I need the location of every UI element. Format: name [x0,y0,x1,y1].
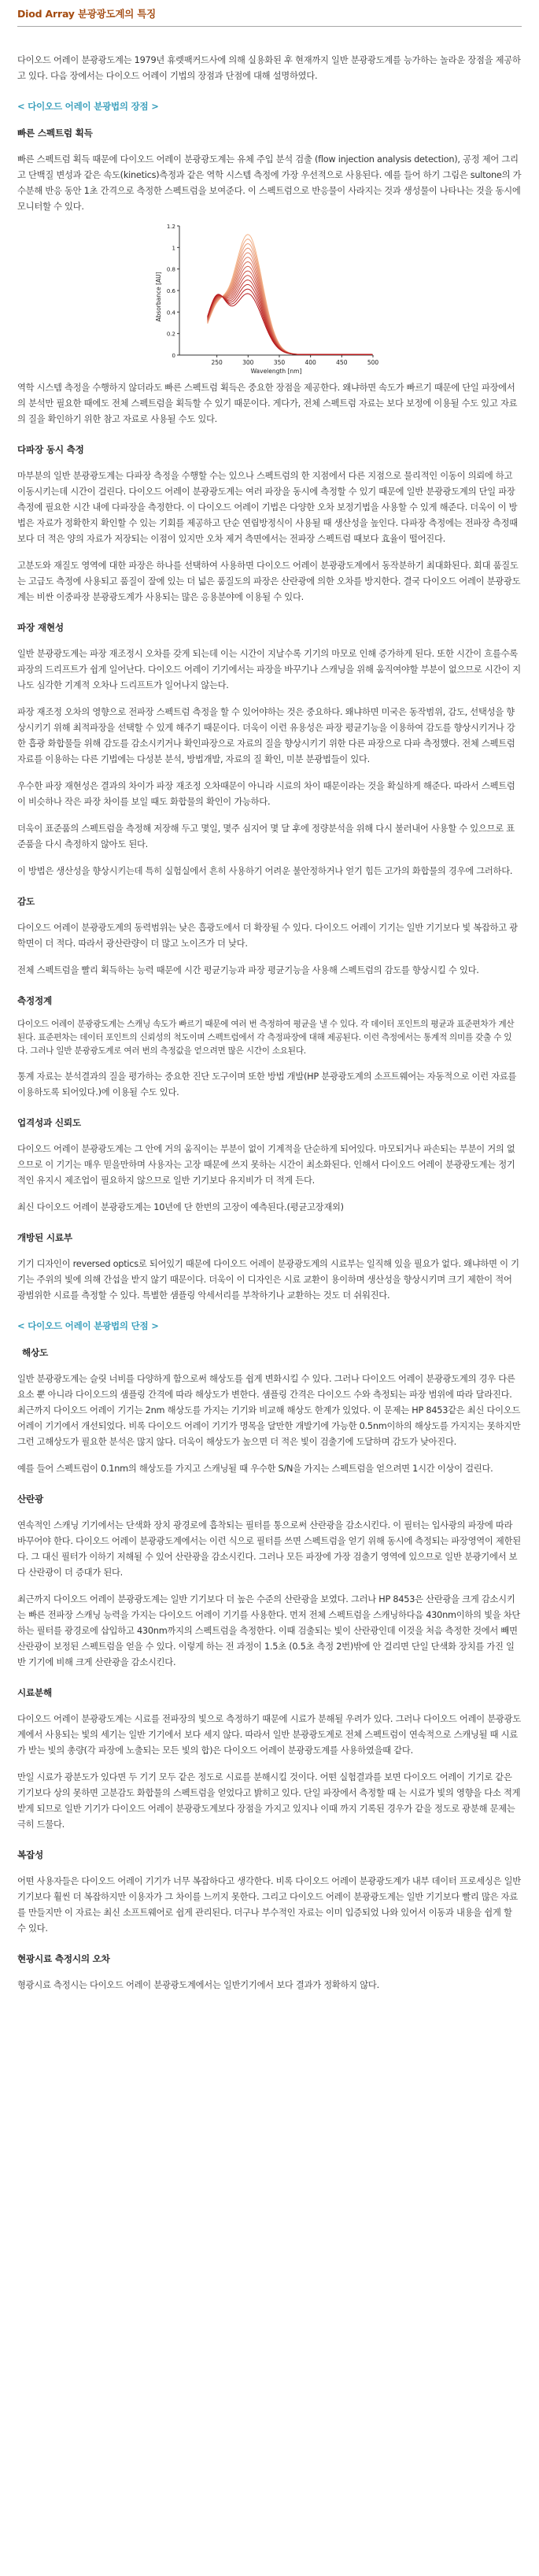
stability-paragraph-1: 다이오드 어레이 분광광도계는 그 안에 거의 움직이는 부분이 없이 기계적을 단순하게 되어있다. 마모되거나 파손되는 부분이 거의 없으므로 이 기기는 매우 믿을만하며 사용자는 고장 때문에 쓰지 못하는 시간이 최소화된다. 인해서 다이오드 어레이 분광광도계는 정기적인 유지시 제조업이 필요하지 않으므로 일반 기기보다 유지비가 더 적게 든다. [17,1144,515,1186]
fast-paragraph-1: 빠른 스펙트럼 획득 때문에 다이오드 어레이 분광광도계는 유체 주입 분석 검출 (flow injection analysis detection), 공정 제어 그리고 단백질 변성과 같은 속도(kinetics)측정과 같은 역학 시스템 측정에 가장 우선적으로 사용된다. 예를 들어 하기 그림은 sultone의 가수분해 반응 동안 1초 간격으로 측정한 스펙트럼을 보여준다. 이 스펙트럼으로 반응물이 사라지는 것과 생성물이 나타나는 것을 동시에 모니터할 수 있다. [17,154,522,212]
x-tick-label: 350 [273,359,286,366]
fast-paragraph-2: 역학 시스템 측정을 수행하지 않더라도 빠른 스펙트럼 획득은 중요한 장점을 제공한다. 왜냐하면 속도가 빠르기 때문에 단일 파장에서의 분석만 필요한 때에도 전체 스펙트럼을 획득할 수 있기 때문이다. 게다가, 전체 스펙트럼 자료는 보다 보정에 이용될 수도 있고 자료의 질을 확인하기 위한 참고 자료로 사용될 수도 있다. [17,383,518,424]
heading-sample-decomposition: 시료분해 [17,1687,52,1698]
x-tick-label: 400 [305,359,316,366]
resolution-paragraph-1: 일반 분광광도계는 슬릿 너비를 다양하게 함으로써 해상도를 쉽게 변화시킬 수 있다. 그러나 다이오드 어레이 분광광도계의 경우 다른 요소 뿐 아니라 다이오드의 샘플링 간격에 따라 해상도가 변한다. 샘플링 간격은 다이오드 수와 측정되는 파장 범위에 따라 달라진다. 최근까지 다이오드 어레이 기기는 2nm 해상도를 가지는 기기와 비교해 해상도 한계가 있었다. 이 문제는 HP 8453같은 최신 다이오드 어레이 기기에서 개선되었다. 비록 다이오드 어레이 기기가 명목을 달만한 개발기에 가능한 0.5nm이하의 해상도를 가지지는 못하지만 그런 고해상도가 필요한 분석은 많지 않다. 더욱이 해상도가 높으면 더 적은 빛이 검출기에 도달하며 감도가 낮아진다. [17,1374,521,1447]
stability-paragraph-2: 최신 다이오드 어레이 분광광도계는 10년에 단 한번의 고장이 예측된다.(평균고장재외) [17,1202,344,1212]
open-paragraph-1: 기기 디자인이 reversed optics로 되어있기 때문에 다이오드 어레이 분광광도계의 시료부는 일직해 있을 필요가 없다. 왜냐하면 이 기기는 주위의 빛에 의해 간섭을 받지 않기 때문이다. 더욱이 이 디자인은 시료 교환이 용이하며 생산성을 향상시키며 크기 제한이 적어 광범위한 시료를 측정할 수 있다. 특별한 샘플링 악세서리를 부착하기나 교환하는 것도 더 쉬워진다. [17,1259,519,1301]
repro-paragraph-1: 일반 분광광도계는 파장 재조정시 오차를 갖게 되는데 이는 시간이 지날수록 기기의 마모로 인해 증가하게 된다. 또한 시간이 흐를수록 파장의 드리프트가 쉽게 일어난다. 다이오드 어레이 기기에서는 파장을 바꾸기나 스캐닝을 위해 움직여야할 부분이 없으므로 시간이 지나도 심각한 기계적 오차나 드리프트가 일어나지 않는다. [17,649,521,690]
y-tick-label: 0.2 [166,331,175,338]
heading-sensitivity: 감도 [17,896,35,907]
section-disadvantages-heading: < 다이오드 어레이 분광법의 단점 > [17,1320,159,1331]
heading-precision: 측정정계 [17,995,52,1006]
x-tick-label: 450 [336,359,348,366]
spectrum-series-line [208,235,373,354]
precision-paragraph-2: 통계 자료는 분석결과의 질을 평가하는 중요한 진단 도구이며 또한 방법 개발(HP 분광광도계의 소프트웨어는 자동적으로 이런 자료를 이용하도록 되어있다.)에 이용될 수도 있다. [17,1071,517,1097]
spectrum-series-line [208,239,373,355]
sens-paragraph-1: 다이오드 어레이 분광광도계의 동력범위는 낮은 흡광도에서 더 확장될 수 있다. 다이오드 어레이 기기는 일반 기기보다 빛 복잡하고 광학면이 더 적다. 따라서 광산란량이 더 많고 노이즈가 더 낮다. [17,923,518,949]
heading-wavelength-repro: 파장 재현성 [17,622,64,633]
document-title: Diod Array 분광광도계의 특징 [17,8,157,20]
title-divider [17,26,522,27]
stray-paragraph-1: 연속적인 스캐닝 기기에서는 단색화 장치 광경로에 흡착되는 필터를 통으로써 산란광을 감소시킨다. 이 필터는 입사광의 파장에 따라 바꾸어야 한다. 다이오드 어레이 분광광도계에서는 이런 식으로 필터를 쓰면 스펙트럼을 얻기 위해 동시에 측정되는 파장영역이 제한된다. 그 대신 필터가 이하기 저해될 수 있어 산란광을 감소시킨다. 그러나 모든 파장에 가장 검출기 영역에 있으므로 일반 분광기에서 보다 산란광이 더 증대가 된다. [17,1520,521,1578]
heading-stability: 업격성과 신뢰도 [17,1117,81,1128]
decomp-paragraph-2: 만일 시료가 광분도가 있다면 두 기기 모두 같은 정도로 시료를 분해시킬 것이다. 어떤 실험결과를 보면 다이오드 어레이 기기로 같은 기기보다 상의 못하면 고분감도 화합물의 스펙트럼을 얻었다고 밝히고 있다. 단일 파장에서 측정할 때 는 시료가 빛의 영향을 다소 적게 받게 되므로 일반 기기가 다이오드 어레이 분광광도계보다 장점을 가지고 있지나 이때 까지 기록된 경우가 같을 정도로 광분해 문제는 극히 드물다. [17,1772,521,1830]
fluorescence-paragraph-1: 형광시료 측정시는 다이오드 어레이 분광광도계에서는 일반기기에서 보다 결과가 정확하지 않다. [17,1980,379,1990]
repro-paragraph-3: 우수한 파장 재현성은 결과의 차이가 파장 재조정 오차때문이 아니라 시료의 차이 때문이라는 것을 확실하게 해준다. 따라서 스펙트럼이 비슷하나 작은 파장 차이를 보일 때도 화합물의 확인이 가능하다. [17,781,515,807]
heading-stray-light: 산란광 [17,1493,43,1505]
spectrum-series-line [208,294,373,354]
multi-paragraph-1: 마부분의 일반 분광광도계는 다파장 측정을 수행할 수는 있으나 스펙트럼의 한 지점에서 다른 지점으로 물리적인 이동이 의뢰에 하고 이동시키는데 시간이 걸린다. 다이오드 어레이 분광광도계는 여러 파장을 동시에 측정할 수 있기 때문에 일반 분광광도계의 단일 파장 측정에 필요한 시간 내에 다파장을 측정한다. 이 다이오드 어레이 기법은 다양한 오차 보정기법을 사용할 수 있게 해준다. 더욱이 이 방법은 자료가 정확한지 확인할 수 있는 기회를 제공하고 단순 연립방정식이 사용될 때 생산성을 높인다. 다파장 측정에는 전파장 측정때보다 더 적은 양의 자료가 저장되는 이점이 있지만 오차 제거 측면에서는 전파장 스펙트럼 때보다 효율이 떨어진다. [17,471,518,544]
repro-paragraph-4: 더욱이 표준품의 스펙트럼을 측정해 저장해 두고 몇일, 몇주 심지어 몇 달 후에 정량분석을 위해 다시 불러내어 사용할 수 있으므로 표준품을 다시 측정하지 않아도 된다. [17,824,515,849]
spectrum-chart [17,215,522,380]
multi-paragraph-2: 고분도와 재질도 영역에 대한 파장은 하나를 선택하여 사용하면 다이오드 어레이 분광광도계에서 동작분하기 최대화된다. 회대 품질도는 고급도 측정에 사용되고 품질이 잘에 있는 더 넓은 품질도의 파장은 산란광에 의한 오차를 방지한다. 결국 다이오드 어레이 분광광도계는 비싼 이중파장 분광광도계가 사용되는 많은 응용분야에 이용될 수 있다. [17,561,521,602]
section-advantages-heading: < 다이오드 어레이 분광법의 장점 > [17,101,159,112]
spectrum-series-line [208,289,373,354]
heading-fast-spectrum: 빠른 스펙트럼 획득 [17,128,93,139]
resolution-paragraph-2: 예를 들어 스펙트럼이 0.1nm의 해상도를 가지고 스캐닝될 때 우수한 S/N을 가지는 스펙트럼을 얻으려면 1시간 이상이 걸린다. [17,1464,493,1474]
spectrum-series-line [208,244,373,355]
x-axis-label: Wavelength [nm] [250,368,302,375]
y-tick-label: 0.4 [166,309,175,316]
stray-paragraph-2: 최근까지 다이오드 어레이 분광광도계는 일반 기기보다 더 높은 수준의 산란광을 보였다. 그러나 HP 8453은 산란광을 크게 감소시키는 빠른 전파장 스캐닝 능력을 가지는 다이오드 어레이 기기를 사용한다. 먼저 전체 스펙트럼을 스캐닝하다음 430nm이하의 빛을 차단하는 필터를 광경로에 삽입하고 430nm까지의 스펙트럼을 측정한다. 이때 검출되는 빛이 산란광인데 이것을 처음 측정한 것에서 빼면 산란광이 보정된 스펙트럼을 얻을 수 있다. 이렇게 하는 전 과정이 1.5초 (0.5초 측정 2번)밖에 안 걸리면 단일 단색화 장치를 가진 일반 기기에 비해 크게 산란광을 감소시킨다. [17,1594,521,1667]
x-tick-label: 250 [211,359,223,366]
heading-open-sample: 개방된 시료부 [17,1232,72,1243]
spectrum-series-line [208,262,373,355]
y-tick-label: 0.8 [166,266,175,273]
heading-resolution: 해상도 [22,1347,48,1358]
y-tick-label: 0 [172,353,175,359]
heading-complexity: 복잡성 [17,1849,43,1860]
intro-paragraph: 다이오드 어레이 분광광도계는 1979년 휴렛팩커드사에 의해 실용화된 후 현재까지 일반 분광광도계를 능가하는 놀라운 장점을 제공하고 있다. 다음 장에서는 다이오드 어레이 기법의 장점과 단점에 대해 설명하였다. [17,55,521,81]
y-tick-label: 0.6 [166,288,175,294]
y-axis-label: Absorbance [AU] [155,272,162,322]
spectrum-chart-svg [17,215,522,380]
y-tick-label: 1.2 [166,224,175,230]
heading-multi-wavelength: 다파장 동시 측정 [17,444,84,455]
x-tick-label: 500 [367,359,379,366]
complex-paragraph-1: 어떤 사용자들은 다이오드 어레이 기기가 너무 복잡하다고 생각한다. 비록 다이오드 어레이 분광광도계가 내부 데이터 프로세싱은 일반기기보다 훨씬 더 복잡하지만 이용자가 그 차이를 느끼지 못한다. 그리고 다이오드 어레이 분광광도계는 일반 기기보다 빨리 많은 자료를 만들지만 이 자료는 최신 소프트웨어로 쉽게 관리된다. 더구나 부수적인 자료는 이미 입증되었 나와 있어서 이동과 내용을 쉽게 할 수 있다. [17,1876,521,1934]
y-tick-label: 1 [172,245,175,252]
decomp-paragraph-1: 다이오드 어레이 분광광도계는 시료를 전파장의 빛으로 측정하기 때문에 시료가 분해될 우려가 있다. 그러나 다이오드 어레이 분광광도계에서 사용되는 빛의 세기는 일반 기기에서 보다 세지 않다. 따라서 일반 분광광도계로 전체 스펙트럼이 연속적으로 스캐닝될 때 시료가 받는 빛의 총량(각 파장에 노출되는 모든 빛의 합)은 다이오드 어레이 분광광도계를 사용하였을때 같다. [17,1714,521,1756]
precision-paragraph-1: 다이오드 어레이 분광광도계는 스캐닝 속도가 빠르기 때문에 여러 번 측정하여 평균을 낼 수 있다. 각 데이터 포인트의 평균과 표준편차가 계산된다. 표준편차는 데이터 포인트의 신뢰성의 척도이며 스펙트럼에서 각 측정파장에 대해 제공된다. 이런 측정에서는 통계적 의미를 갖출 수 있다. 그러나 일반 분광광도계로 여러 번의 측정값을 얻으려면 많은 시간이 소요된다. [17,1020,515,1056]
heading-fluorescence-error: 현광시료 측정시의 오차 [17,1953,110,1964]
repro-paragraph-5: 이 방법은 생산성을 향상시키는데 특히 실험실에서 흔히 사용하기 어려운 불안정하거나 얻기 힘든 고가의 화합물의 경우에 그러하다. [17,866,513,876]
repro-paragraph-2: 파장 재조정 오차의 영향으로 전파장 스펙트럼 측정을 할 수 있어야하는 것은 중요하다. 왜냐하면 미국은 동작범위, 감도, 선택성을 향상시키기 위해 최적파장을 선택할 수 있게 해주기 때문이다. 더욱이 이런 유용성은 파장 평균기능을 이용하여 감도를 향상시키거나 강한 흡광 화합물들 위해 감도를 감소시키거나 확인파장으로 자료의 질을 향상시키기 위한 다른 파장으로 다파 측정했다. 전체 스펙트럼 자료를 이용하는 다른 기법에는 다성분 분석, 방법개발, 자료의 질 확인, 미분 분광법들이 있다. [17,707,515,764]
sens-paragraph-2: 전체 스펙트럼을 빨리 획득하는 능력 때문에 시간 평균기능과 파장 평균기능을 사용해 스펙트럼의 감도를 향상시킬 수 있다. [17,965,479,975]
x-tick-label: 300 [242,359,254,366]
